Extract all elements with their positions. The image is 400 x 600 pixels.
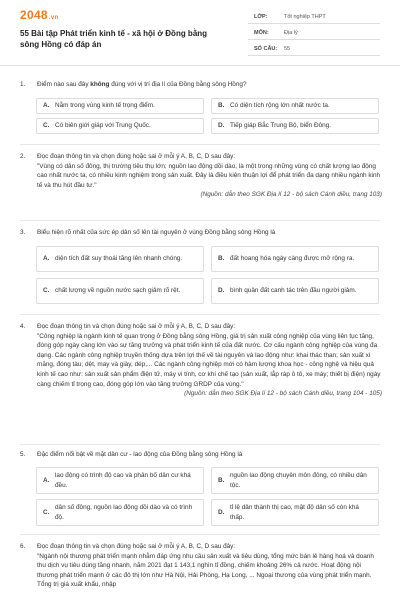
question-passage: "Ngành nội thương phát triển mạnh nhằm đáp ứng nhu cầu sản xuất và tiêu dùng, tổng mức bán lẻ hàng hoá và doanh thu dịch vụ tiêu dùng tăng nhanh, năm 2021 đạt 1 143,1 nghìn tỉ đồng, chiếm khoảng 26% cả nước. Hoạt động nội thương phát triển mạnh ở các đô thị lớn như Hà Nội, Hải Phòng, Hạ Long, ... Ngoại thương của vùng phát triển mạnh. Tổng trị giá xuất khẩu, nhập [37,552,374,589]
question-1 [20,80,382,90]
question-divider [20,534,380,535]
meta-grade-value: Tốt nghiệp THPT [284,14,326,20]
option-text: diện tích đất suy thoái tăng lên nhanh chóng. [55,255,183,263]
option-text: bình quân đất canh tác trên đầu người giảm. [230,287,357,295]
stem-text: Điểm nào sau đây [37,81,91,88]
meta-count [248,42,380,56]
option-5d[interactable] [211,499,379,526]
question-number: 4. [20,323,26,330]
option-5b[interactable] [211,467,379,494]
option-3d[interactable] [211,278,379,304]
option-text: Có diện tích rộng lớn nhất nước ta. [230,102,330,110]
stem-emphasis: không [90,81,110,88]
question-stem: Đọc đoạn thông tin và chọn đúng hoặc sai ở mỗi ý A, B, C, D sau đây: [37,543,236,550]
option-text: lao động có trình độ cao và phân bố dân cư khá đều. [55,471,191,489]
option-text: Có biên giới giáp với Trung Quốc. [55,122,151,130]
stem-text: đúng với vị trí địa lí của Đồng bằng sông Hồng? [109,81,247,88]
question-divider [20,314,380,315]
option-text: tỉ lệ dân thành thị cao, mật độ dân số còn khá thấp. [230,503,359,521]
meta-count-value: 55 [284,46,291,52]
option-text: dân số đông, nguồn lao động dồi dào và có trình độ. [55,503,193,521]
question-number: 6. [20,543,26,550]
option-3a[interactable] [36,246,204,272]
option-letter: A. [43,476,50,484]
option-1b[interactable] [211,98,379,114]
option-letter: D. [218,287,225,295]
question-number: 3. [20,229,26,236]
option-3c[interactable] [36,278,204,304]
question-4 [20,322,382,399]
option-text: đất hoang hóa ngày càng được mở rộng ra. [230,255,355,263]
option-letter: A. [43,255,50,263]
meta-grade [248,10,380,24]
meta-subject-value: Địa lý [284,30,298,36]
option-letter: B. [218,255,225,263]
question-divider [20,220,380,221]
option-letter: C. [43,508,50,516]
question-2 [20,152,382,200]
question-stem: Đọc đoạn thông tin và chọn đúng hoặc sai ở mỗi ý A, B, C, D sau đây: [37,323,236,330]
question-divider [20,444,380,445]
option-3b[interactable] [211,246,379,272]
question-number: 5. [20,451,26,458]
question-stem: Biểu hiện rõ nhất của sức ép dân số lên tài nguyên ở vùng Đồng bằng sông Hồng là [37,229,276,236]
passage-source: (Nguồn: dẫn theo SGK Địa lí 12 - bộ sách Cánh diều, trang 103) [200,191,382,199]
question-stem: Đọc đoạn thông tin và chọn đúng hoặc sai ở mỗi ý A, B, C, D sau đây: [37,153,236,160]
option-1a[interactable] [36,98,204,114]
option-letter: C. [43,287,50,295]
question-passage: "Công nghiệp là ngành kinh tế quan trọng ở Đồng bằng sông Hồng, giá trị sản xuất công nghiệp của vùng liên tục tăng, đóng góp ngày càng lớn vào sự tăng trưởng và phát triển kinh tế của đất nước. Cơ cấu ngành công nghiệp của vùng đa dạng. Các ngành công nghiệp truyền thống dựa trên lợi thế về tài nguyên và lao động như: khai thác than; sản xuất xi măng, đóng tàu; dệt, may và giày, dép,... Các ngành công nghiệp mới có hàm lượng khoa học - công nghệ và hiệu quả kinh tế cao như: sản xuất sản phẩm điện tử, máy vi tính, cơ khí chế tạo (sản xuất, lắp ráp ô tô, xe máy; thiết bị điện) ngày càng chiếm tỉ trọng cao, đóng góp lớn vào tăng trưởng GRDP của vùng." [37,332,381,388]
option-letter: A. [43,102,50,110]
option-text: Nằm trong vùng kinh tế trọng điểm. [55,102,155,110]
meta-subject-label: MÔN: [254,30,269,36]
document-header [0,0,400,66]
question-stem: Đặc điểm nổi bật về mặt dân cư - lao động của Đồng bằng sông Hồng là [37,451,243,458]
option-1d[interactable] [211,118,379,134]
option-letter: B. [218,102,225,110]
option-1c[interactable] [36,118,204,134]
question-stem [37,80,382,90]
option-letter: C. [43,122,50,130]
passage-source: (Nguồn: dẫn theo SGK Địa lí 12 - bộ sách Cánh diều, trang 104 - 105) [184,390,382,398]
question-3 [20,228,382,238]
option-letter: B. [218,476,225,484]
question-number: 1. [20,81,26,88]
option-5c[interactable] [36,499,204,526]
option-letter: D. [218,508,225,516]
question-6 [20,542,382,600]
meta-grade-label: LỚP: [254,14,268,20]
option-text: Tiếp giáp Bắc Trung Bộ, biển Đông. [230,122,332,130]
question-number: 2. [20,153,26,160]
option-text: chất lượng về nguồn nước sạch giảm rõ rệt. [55,287,181,295]
site-logo[interactable] [20,8,58,22]
question-divider [20,144,380,145]
logo-suffix: .vn [48,15,59,21]
meta-subject [248,26,380,40]
option-letter: D. [218,122,225,130]
page-title: 55 Bài tập Phát triển kinh tế - xã hội ở Đồng bằng sông Hồng có đáp án [20,29,208,49]
question-passage: "Vùng có dân số đông, thị trường tiêu thụ lớn; nguồn lao động dồi dào, là một trong những vùng có chất lượng lao động cao nhất nước ta, có nhiều kinh nghiệm trong sản xuất. Đây là điều kiện thuận lợi để phát triển đa dạng nhiều ngành kinh tế và thu hút đầu tư." [37,162,381,189]
meta-count-label: SỐ CÂU: [254,46,278,52]
option-text: nguồn lao động chuyên môn đông, có nhiều dân tộc. [230,471,367,489]
option-5a[interactable] [36,467,204,494]
question-5 [20,450,382,460]
logo-text: 2048 [20,8,48,22]
